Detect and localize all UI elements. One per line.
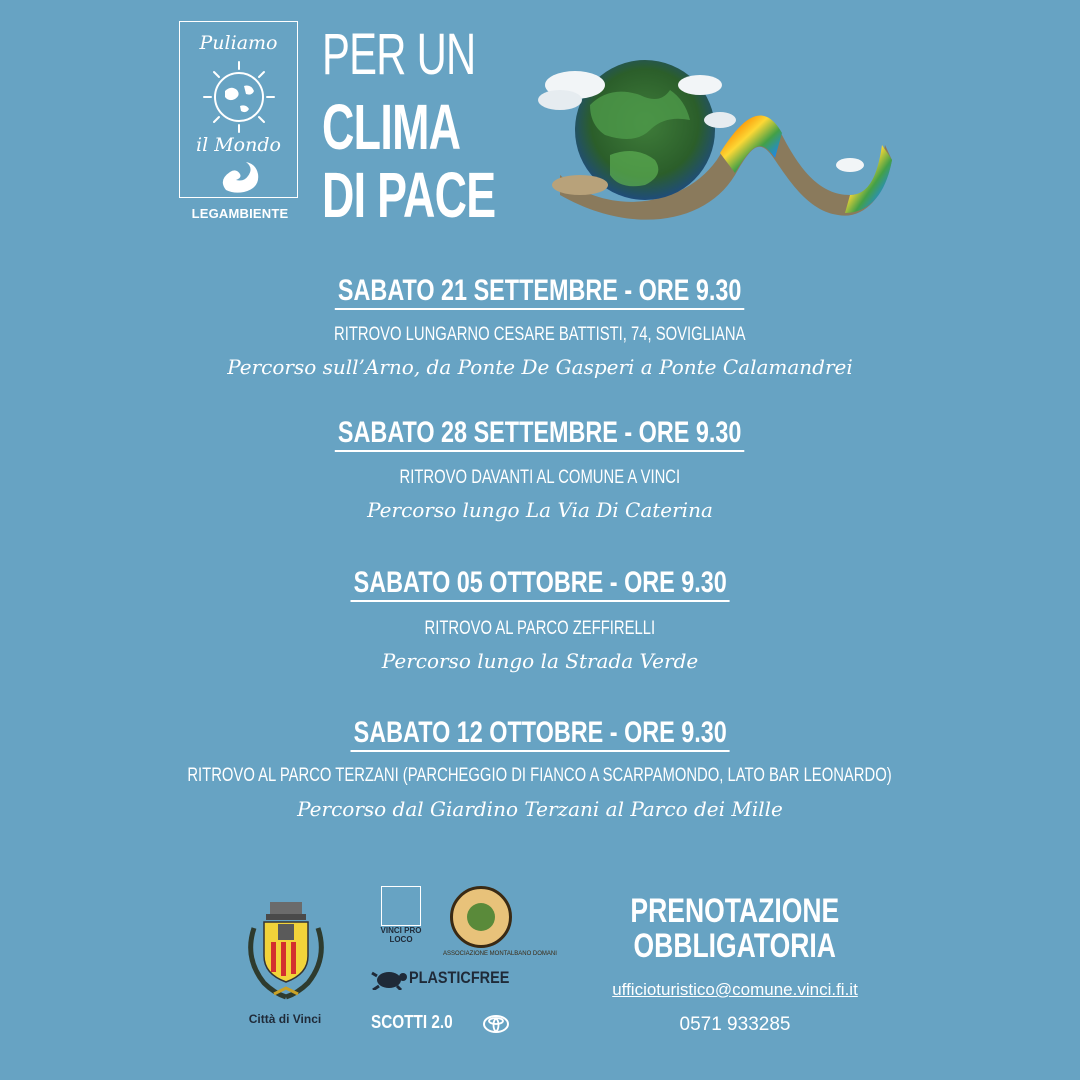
event-3-date: SABATO 05 OTTOBRE - ORE 9.30 — [0, 566, 1080, 602]
event-2-date: SABATO 28 SETTEMBRE - ORE 9.30 — [0, 416, 1080, 452]
email-link[interactable]: ufficioturistico@comune.vinci.fi.it — [612, 980, 858, 999]
booking-line2: OBBLIGATORIA — [633, 927, 837, 965]
proloco-frame — [381, 886, 421, 926]
event-4-meeting: RITROVO AL PARCO TERZANI (PARCHEGGIO DI FIANCO A SCARPAMONDO, LATO BAR LEONARDO) — [187, 765, 893, 786]
event-1-meeting: RITROVO LUNGARNO CESARE BATTISTI, 74, SOVIGLIANA — [334, 324, 746, 345]
tree-icon — [467, 903, 495, 931]
citta-di-vinci-label: Città di Vinci — [248, 1012, 322, 1026]
event-2-route: Percorso lungo La Via Di Caterina — [367, 498, 713, 522]
event-2-meeting: RITROVO DAVANTI AL COMUNE A VINCI — [399, 467, 681, 488]
title-line3: DI PACE — [322, 159, 496, 231]
association-label: ASSOCIAZIONE MONTALBANO DOMANI — [443, 951, 557, 957]
phone-number: 0571 933285 — [679, 1014, 791, 1035]
event-1-date: SABATO 21 SETTEMBRE - ORE 9.30 — [0, 274, 1080, 310]
event-4-date: SABATO 12 OTTOBRE - ORE 9.30 — [0, 716, 1080, 752]
puliamo-il-mondo-logo — [179, 21, 298, 198]
association-seal — [443, 886, 557, 957]
event-1-route: Percorso sull’Arno, da Ponte De Gasperi a Ponte Calamandrei — [227, 355, 853, 379]
logo-line1: Puliamo — [199, 32, 278, 54]
booking-line1: PRENOTAZIONE — [630, 892, 840, 930]
swan-icon — [216, 160, 264, 196]
event-3-meeting: RITROVO AL PARCO ZEFFIRELLI — [424, 618, 656, 639]
proloco-label: VINCI PRO LOCO — [380, 926, 422, 944]
scotti-label: SCOTTI 2.0 — [371, 1012, 453, 1032]
title-line2: CLIMA — [322, 91, 461, 163]
legambiente-label: LEGAMBIENTE — [191, 206, 289, 221]
plasticfree-label: PLASTICFREE — [409, 968, 510, 987]
earth-sun-icon — [200, 58, 278, 136]
event-3-route: Percorso lungo la Strada Verde — [381, 649, 699, 673]
turtle-icon — [371, 968, 407, 990]
logo-line2: il Mondo — [196, 134, 281, 156]
toyota-icon — [483, 1015, 509, 1033]
title-line1: PER UN — [322, 22, 476, 87]
proloco-logo — [371, 886, 431, 944]
globe-rainbow-ribbon — [520, 45, 900, 235]
event-4-route: Percorso dal Giardino Terzani al Parco dei Mille — [297, 797, 783, 821]
city-coat-of-arms — [244, 898, 328, 1002]
